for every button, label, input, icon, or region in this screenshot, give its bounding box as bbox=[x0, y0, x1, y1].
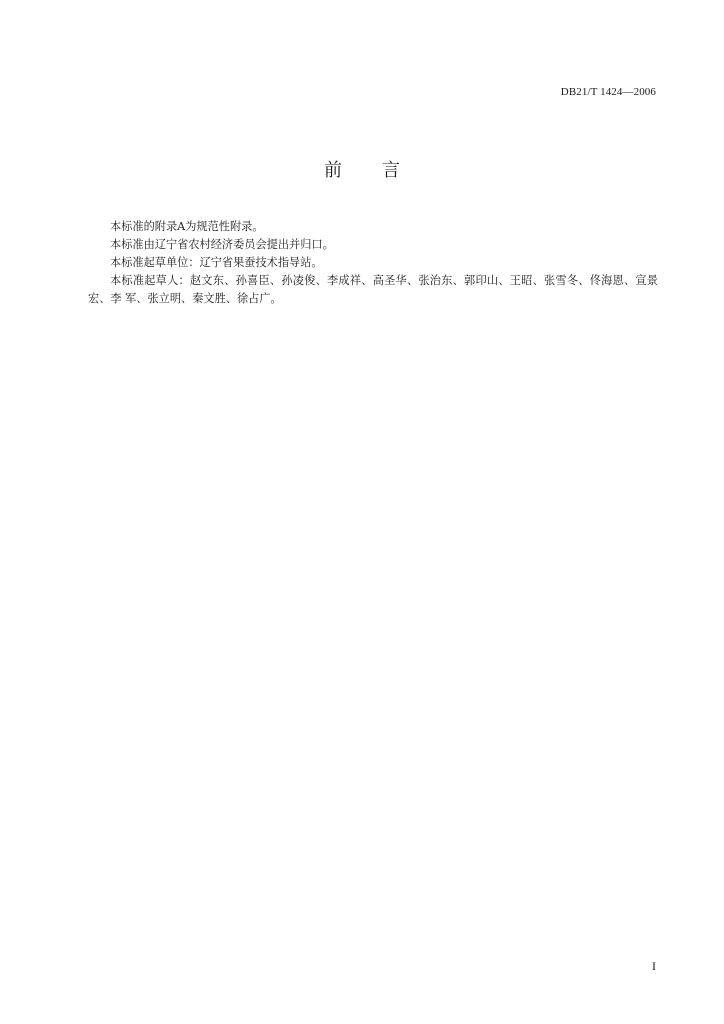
paragraph-drafters: 本标准起草人：赵文东、孙喜臣、孙凌俊、李成祥、高圣华、张治东、郭印山、王昭、张雪冬、佟海恩、宣景宏、李 军、张立明、秦文胜、徐占广。 bbox=[88, 274, 658, 305]
paragraph-proposer: 本标准由辽宁省农村经济委员会提出并归口。 bbox=[110, 238, 334, 251]
paragraph-appendix-note: 本标准的附录A为规范性附录。 bbox=[110, 220, 264, 233]
standard-code: DB21/T 1424—2006 bbox=[560, 86, 656, 98]
page-title: 前言 bbox=[324, 160, 440, 181]
page-number: I bbox=[652, 959, 656, 973]
paragraph-drafting-unit: 本标准起草单位：辽宁省果蚕技术指导站。 bbox=[110, 256, 323, 269]
foreword-body bbox=[88, 218, 658, 308]
